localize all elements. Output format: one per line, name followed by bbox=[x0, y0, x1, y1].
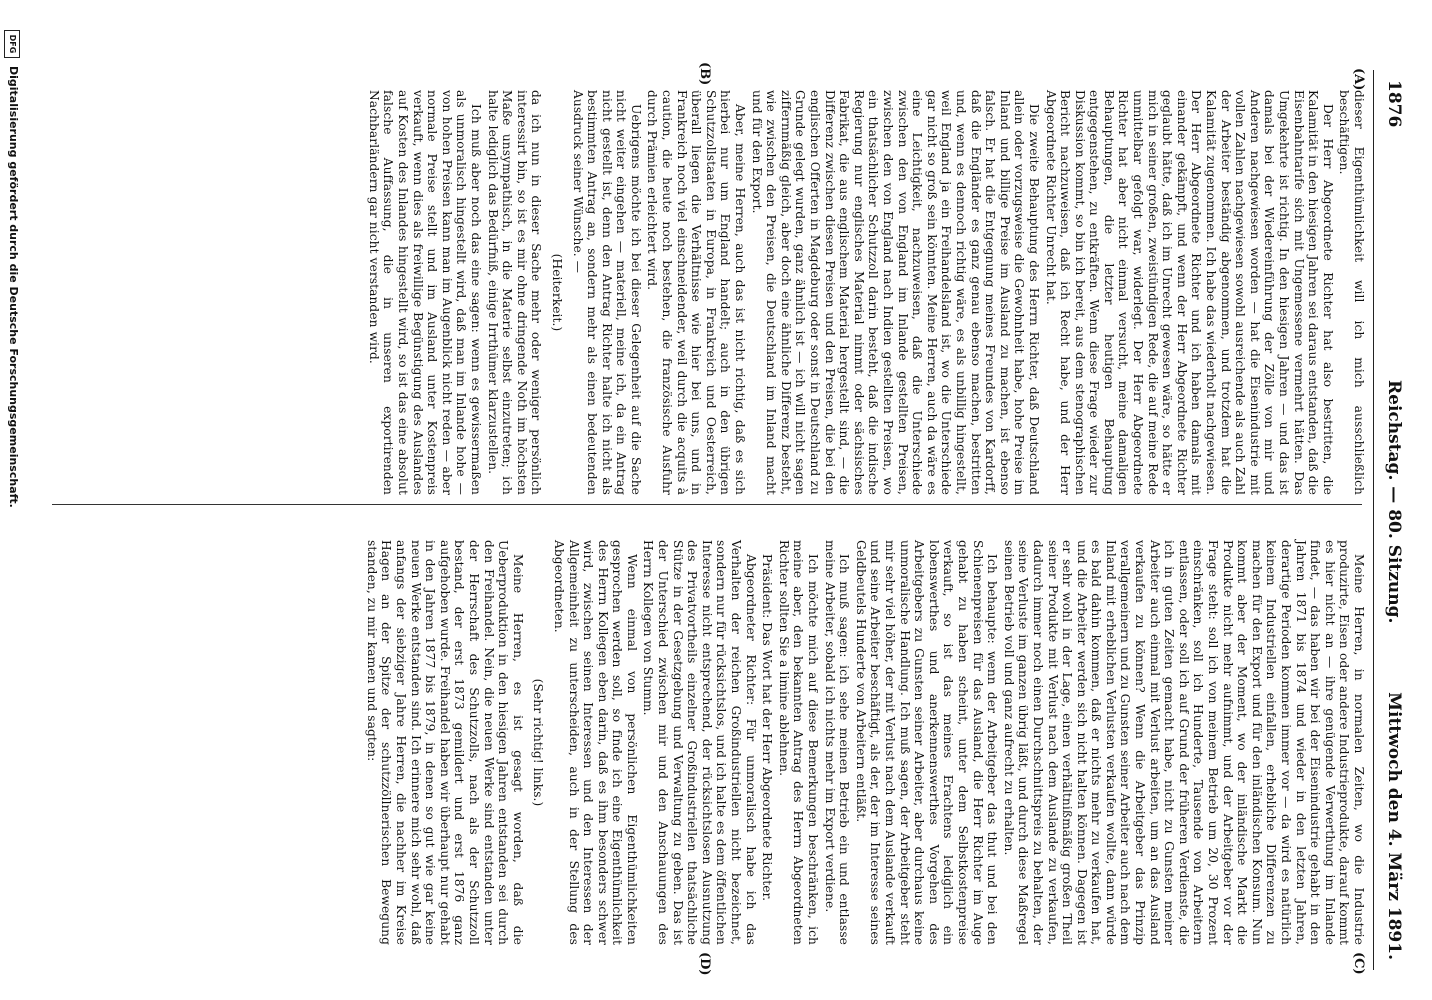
interjection: (Sehr richtig! links.) bbox=[531, 678, 546, 807]
marker-b: (B) bbox=[697, 62, 712, 86]
right-column bbox=[362, 540, 1366, 945]
paragraph: Ich muß sagen: ich sehe meinen Betrieb ein und entlasse meine Arbeiter, sobald ich nichts mehr im Export verdiene. bbox=[822, 540, 852, 945]
paragraph: Uebrigens möchte ich bei dieser Gelegenheit auf die Sache nicht weiter eingehen — materiell, meine ich, da ein Antrag nicht gestellt ist, denn den Antrag Richter halte ich nicht als bestimmten Antrag an, sondern mehr als einen bedeutenden Ausdruck seiner Wünsche. — bbox=[570, 90, 643, 495]
paragraph: Meine Herren, in normalen Zeiten, wo die Industrie produzirte, Eisen oder andere Industrieprodukte, darauf kommt es hier nicht an — ihre genügende Verwerthung im Inlande findet, — das haben wir bei der Eisenindustrie gehabt in den Jahren 1871 bis 1874 und wieder in den letzten Jahren, derartige Perioden kommen immer vor — da wird es natürlich keinem Industriellen einfallen, erhebliche Differenzen zu machen für den Export und für den inländischen Konsum. Nun kommt aber der Moment, wo der inländische Markt die Produkte nicht mehr aufnimmt, und der Arbeitgeber vor der Frage steht: soll ich von meinem Betrieb um 20, 30 Prozent einschränken, soll ich Hunderte, Tausende von Arbeitern entlassen, oder soll ich auf Grund der früheren Verdienste, die ich in guten Zeiten gemacht habe, nicht zu Gunsten meiner Arbeiter auch einmal mit Verlust arbeiten, um an das Ausland verkaufen zu können? Wenn die Arbeitgeber das Prinzip verallgemeinern und zu Gunsten seiner Arbeiter auch nach dem Inland mit erheblichen Verlusten verkaufen wollte, dann würde es bald dahin kommen, daß er nichts mehr zu verkaufen hat, und die Arbeiter werden sich nicht halten können. Dagegen ist er sehr wohl in der Lage, einen verhältnißmäßig großen Theil seiner Produkte mit Verlust nach dem Auslande zu verkaufen, dadurch immer noch einen Durchschnittspreis zu behalten, der seine Verluste im ganzen übrig läßt, und durch diese Maßregel seinen Betrieb voll und ganz aufrecht zu erhalten. bbox=[1001, 540, 1366, 945]
paragraph: Ich muß aber noch das eine sagen: wenn es gewissermaßen als unmoralisch hingestellt wird, daß man im Inlande hohe — von hohen Preisen kann man im Augenblick nicht reden — aber normale Preise stellt und im Ausland unter Kostenpreis verkauft, wenn dies als freiwillige Begünstigung des Auslandes auf Kosten des Inlandes hingestellt wird, so ist das eine absolut falsche Auffassung, die in unseren exportirenden Nachbarländern gar nicht verstanden wird. bbox=[366, 90, 483, 495]
paragraph: Meine Herren, es ist gesagt worden, daß die Ueberproduktion in den hiesigen Jahren entstanden sei durch den Freihandel. Nein, die neuen Werke sind entstanden unter der Herrschaft des Schutzzolls, nach als der Schutzzoll bestand, der erst 1873 gemildert und erst 1876 ganz aufgehoben wurde. Freihandel haben wir überhaupt nur gehabt in den Jahren 1877 bis 1879, in denen so gut wie gar keine neuen Werke entstanden sind. Ich erinnere mich sehr wohl, daß anfangs der siebziger Jahre Herren, die nachher im Kreise Hagen an der Spitze der schutzzöllnerischen Bewegung standen, zu mir kamen und sagten: bbox=[364, 540, 525, 945]
speaker-paragraph: Präsident: Das Wort hat der Herr Abgeordnete Richter. bbox=[760, 554, 775, 902]
page-header bbox=[1376, 80, 1404, 960]
column-divider bbox=[52, 504, 1362, 505]
dfg-logo: DFG bbox=[4, 30, 20, 58]
credit-text: Digitalisierung gefördert durch die Deutsche Forschungsgemeinschaft. bbox=[7, 66, 20, 508]
marker-c: (C) bbox=[1351, 952, 1366, 975]
session-title: Reichstag. — 80. Sitzung. bbox=[1384, 380, 1404, 624]
marker-a: (A) bbox=[1351, 68, 1366, 91]
paragraph: da ich nun in dieser Sache mehr oder weniger persönlich interessirt bin, so ist es mir ohne dringende Noth im höchsten Maße unsympathisch, in die Materie selbst einzutreten; ich halte lediglich das Bedürfniß, einige Irrthümer klarzustellen. bbox=[485, 90, 544, 495]
speaker-paragraph: Abgeordneter Richter: Für unmoralisch habe ich das Verhalten der reichen Großindustriellen nicht bezeichnet, sondern nur für rücksichtslos, und ich halte es dem öffentlichen Interesse nicht entsprechend, der rücksichtslosen Ausnutzung des Privatvortheils einzelner Großindustriellen thatsächliche Stütze in der Gesetzgebung und Verwaltung zu geben. Das ist der Unterschied zwischen mir und den Anschauungen des Herrn Kollegen von Stumm. bbox=[641, 540, 758, 945]
paragraph: Ich möchte mich auf diese Bemerkungen beschränken, ich meine aber, den bekannten Antrag des Herrn Abgeordneten Richter sollten Sie a limine ablehnen. bbox=[776, 540, 821, 945]
interjection: (Heiterkeit.) bbox=[549, 253, 564, 332]
paragraph: Der Herr Abgeordnete Richter hat also bestritten, die Kalamität in den hiesigen Jahren sei daraus entstanden, daß die Eisenbahntarife sich mit Ungemessene vermehrt hätten. Das Umgekehrte ist richtig. In den hiesigen Jahren — und das ist damals bei der Wiedereinführung der Zölle von mir und Anderen nachgewiesen worden — hat die Eisenindustrie mit vollen Zahlen nachgewiesen sowohl ausreichende als auch Zahl der Arbeiter beständig abgenommen, und trotzdem hat die Kalamität zugenommen. Ich habe das wiederholt nachgewiesen. Der Herr Abgeordnete Richter und ich haben damals mit einander gekämpft, und wenn der Herr Abgeordnete Richter geglaubt hätte, daß ich im Unrecht gewesen wäre, so hätte er mich in seiner großen, zweistündigen Rede, die auf meine Rede unmittelbar gefolgt war, widerlegt. Der Herr Abgeordnete Richter hat aber nicht einmal versucht, meine damaligen Behauptungen, die letzter heutigen Behauptung entgegenstehen, zu entkräften. Wenn diese Frage wieder zur Diskussion kommt, so bin ich bereit, aus dem stenographischen Bericht nachzuweisen, daß ich Recht habe, und der Herr Abgeordnete Richter Unrecht hat. bbox=[1043, 90, 1335, 495]
digitization-credit bbox=[2, 30, 20, 980]
marker-d: (D) bbox=[697, 952, 712, 976]
paragraph: Die zweite Behauptung des Herrn Richter, daß Deutschland allein oder vorzugsweise die Gewohnheit habe, hohe Preise im Inland und billige Preise im Ausland zu machen, ist ebenso falsch. Er hat die Entgegnung meines Freundes von Kardorff, daß die Engländer es ganz genau ebenso machen, bestritten und, wenn es dennoch richtig wäre, es als unbillig hingestellt, weil England ja ein Freihandelsland ist, wo die Unterschiede gar nicht so groß sein könnten. Meine Herren, auch da wäre es eine Leichtigkeit, nachzuweisen, daß die Unterschiede zwischen den von England im Inlande gestellten Preisen, zwischen den von England nach Indien gestellten Preisen, wo ein thatsächlicher Schutzzoll darin besteht, daß die indische Regierung nur englisches Material nimmt oder sächsisches Fabrikat, die aus englischem Material hergestellt sind, — die Differenz zwischen diesen Preisen und den Preisen, die bei den englischen Offerten in Magdeburg oder sonst in Deutschland zu Grunde gelegt wurden, ganz ähnlich ist — ich will nicht sagen ziffernmäßig gleich, aber doch eine ähnliche Differenz besteht, wie zwischen den Preisen, die Deutschland im Inland macht und für den Export. bbox=[749, 90, 1041, 495]
header-rule bbox=[1373, 70, 1374, 970]
session-date: Mittwoch den 4. März 1891. bbox=[1384, 692, 1404, 960]
paragraph: dieser Eigenthümlichkeit will ich mich ausschließlich beschäftigen. bbox=[1337, 90, 1366, 495]
paragraph: Ich behaupte: wenn der Arbeitgeber das thut und bei den Schienenpreisen für das Ausland, die Herr Richter im Auge gehabt zu haben scheint, unter dem Selbstkostenpreise verkauft, so ist das meines Erachtens lediglich ein lobenswerthes und anerkennenswerthes Vorgehen des Arbeitgebers zu Gunsten seiner Arbeiter, aber durchaus keine unmoralische Handlung. Ich muß sagen, der Arbeitgeber steht mir sehr viel höher, der mit Verlust nach dem Auslande verkauft und seine Arbeiter beschäftigt, als der, der im Interesse seines Geldbeutels Hunderte von Arbeitern entläßt. bbox=[853, 540, 1000, 945]
left-column bbox=[364, 90, 1366, 495]
page-number: 1876 bbox=[1384, 80, 1404, 128]
paragraph: Wenn einmal von persönlichen Eigenthümlichkeiten gesprochen werden soll, so finde ich eine Eigenthümlichkeit des Herrn Kollegen eben darin, daß es ihm besonders schwer wird, zwischen seinen Interessen und den Interessen der Allgemeinheit zu unterscheiden, auch in der Stellung des Abgeordneten. bbox=[551, 540, 639, 945]
paragraph: Aber, meine Herren, auch das ist nicht richtig, daß es sich hierbei nur um England handelt; auch in den übrigen Schutzzollstaaten in Europa, in Frankreich und Oesterreich, überall liegen die Verhältnisse wie hier bei uns, und in Frankreich noch viel einschneidender, weil durch die acquits à caution, die heute noch bestehen, die französische Ausfuhr durch Prämien erleichtert wird. bbox=[645, 90, 748, 495]
